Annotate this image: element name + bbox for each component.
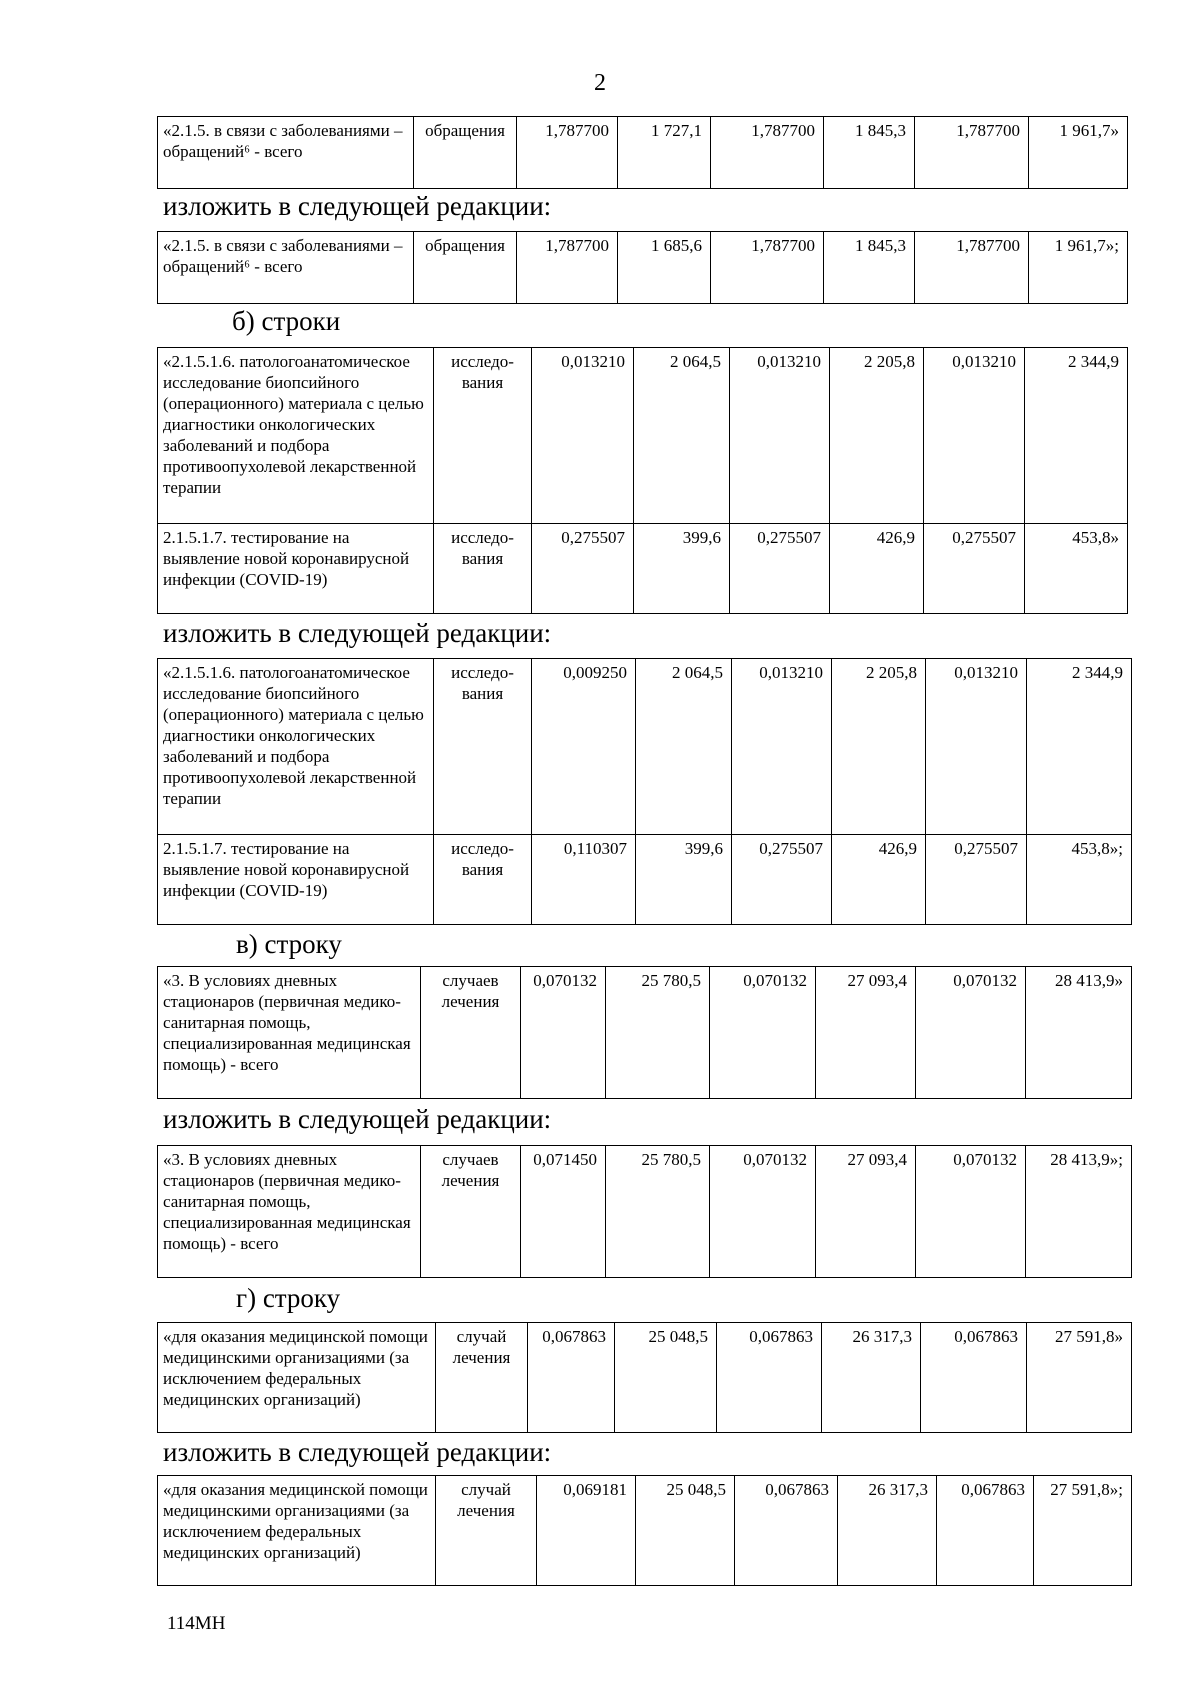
- row-unit: исследо-вания: [434, 524, 532, 614]
- row-value: 0,067863: [937, 1476, 1034, 1586]
- row-value: 0,275507: [924, 524, 1025, 614]
- row-value: 1 961,7»;: [1029, 232, 1128, 304]
- table-row: [158, 835, 1132, 925]
- table-row: [158, 1476, 1132, 1586]
- table-row: [158, 659, 1132, 835]
- row-unit: случай лечения: [436, 1323, 528, 1433]
- table-new-3: [157, 1145, 1132, 1278]
- row-value: 453,8»;: [1027, 835, 1132, 925]
- row-value: 28 413,9»: [1026, 967, 1132, 1099]
- page-number: 2: [594, 70, 606, 96]
- row-value: 25 048,5: [636, 1476, 735, 1586]
- section-heading-g: г) строку: [236, 1283, 341, 1313]
- row-unit: случай лечения: [436, 1476, 537, 1586]
- row-name: «2.1.5.1.6. патологоанатомическое исследование биопсийного (операционного) материала с целью диагностики онкологических заболеваний и подбора противоопухолевой лекарственной терапии: [158, 348, 434, 524]
- row-value: 2 344,9: [1025, 348, 1128, 524]
- row-value: 0,013210: [924, 348, 1025, 524]
- row-value: 0,067863: [717, 1323, 822, 1433]
- row-value: 0,110307: [532, 835, 636, 925]
- row-value: 27 591,8»;: [1034, 1476, 1132, 1586]
- row-name: «2.1.5. в связи с заболеваниями – обращений⁶ - всего: [158, 117, 414, 189]
- row-value: 1,787700: [915, 117, 1029, 189]
- row-value: 2 205,8: [830, 348, 924, 524]
- row-value: 0,013210: [732, 659, 832, 835]
- edit-heading: изложить в следующей редакции:: [163, 191, 552, 221]
- row-value: 1,787700: [517, 232, 618, 304]
- table-row: [158, 967, 1132, 1099]
- row-value: 26 317,3: [822, 1323, 921, 1433]
- edit-heading: изложить в следующей редакции:: [163, 1104, 552, 1134]
- row-value: 2 344,9: [1027, 659, 1132, 835]
- row-value: 0,013210: [730, 348, 830, 524]
- section-heading-b: б) строки: [232, 306, 341, 336]
- row-value: 0,275507: [532, 524, 634, 614]
- table-row: [158, 232, 1128, 304]
- row-value: 2 064,5: [636, 659, 732, 835]
- row-name: 2.1.5.1.7. тестирование на выявление новой коронавирусной инфекции (COVID-19): [158, 524, 434, 614]
- row-value: 2 064,5: [634, 348, 730, 524]
- table-row: [158, 524, 1128, 614]
- table-new-2-1-5-1: [157, 658, 1132, 925]
- footer-code: 114МН: [167, 1613, 226, 1634]
- table-row: [158, 348, 1128, 524]
- row-value: 0,013210: [926, 659, 1027, 835]
- row-value: 27 591,8»: [1027, 1323, 1132, 1433]
- section-heading-v: в) строку: [236, 929, 342, 959]
- row-value: 0,013210: [532, 348, 634, 524]
- table-row: [158, 1323, 1132, 1433]
- row-value: 0,071450: [521, 1146, 606, 1278]
- row-value: 426,9: [830, 524, 924, 614]
- row-value: 0,275507: [730, 524, 830, 614]
- row-name: 2.1.5.1.7. тестирование на выявление новой коронавирусной инфекции (COVID-19): [158, 835, 434, 925]
- table-new-2-1-5: [157, 231, 1128, 304]
- table-new-org: [157, 1475, 1132, 1586]
- row-name: «для оказания медицинской помощи медицинскими организациями (за исключением федеральных медицинских организаций): [158, 1476, 436, 1586]
- row-name: «для оказания медицинской помощи медицинскими организациями (за исключением федеральных медицинских организаций): [158, 1323, 436, 1433]
- row-value: 26 317,3: [838, 1476, 937, 1586]
- row-name: «2.1.5.1.6. патологоанатомическое исследование биопсийного (операционного) материала с целью диагностики онкологических заболеваний и подбора противоопухолевой лекарственной терапии: [158, 659, 434, 835]
- edit-heading: изложить в следующей редакции:: [163, 618, 552, 648]
- row-value: 1 961,7»: [1029, 117, 1128, 189]
- row-value: 399,6: [636, 835, 732, 925]
- row-unit: исследо-вания: [434, 659, 532, 835]
- row-unit: обращения: [414, 232, 517, 304]
- row-name: «2.1.5. в связи с заболеваниями – обращений⁶ - всего: [158, 232, 414, 304]
- row-value: 0,069181: [537, 1476, 636, 1586]
- row-value: 0,070132: [710, 967, 816, 1099]
- row-value: 1 845,3: [824, 232, 915, 304]
- row-value: 399,6: [634, 524, 730, 614]
- row-value: 0,070132: [916, 1146, 1026, 1278]
- row-value: 25 048,5: [615, 1323, 717, 1433]
- row-unit: исследо-вания: [434, 835, 532, 925]
- row-value: 0,067863: [921, 1323, 1027, 1433]
- row-unit: обращения: [414, 117, 517, 189]
- table-old-2-1-5: [157, 116, 1128, 189]
- row-value: 0,070132: [916, 967, 1026, 1099]
- row-value: 1,787700: [711, 232, 824, 304]
- row-value: 0,067863: [528, 1323, 615, 1433]
- row-unit: случаев лечения: [421, 967, 521, 1099]
- row-value: 0,070132: [710, 1146, 816, 1278]
- row-value: 0,275507: [926, 835, 1027, 925]
- table-old-2-1-5-1: [157, 347, 1128, 614]
- table-row: [158, 1146, 1132, 1278]
- row-value: 27 093,4: [816, 1146, 916, 1278]
- row-name: «3. В условиях дневных стационаров (первичная медико-санитарная помощь, специализированная медицинская помощь) - всего: [158, 1146, 421, 1278]
- row-value: 2 205,8: [832, 659, 926, 835]
- row-value: 1,787700: [517, 117, 618, 189]
- row-value: 25 780,5: [606, 967, 710, 1099]
- row-value: 0,070132: [521, 967, 606, 1099]
- table-old-org: [157, 1322, 1132, 1433]
- row-value: 0,067863: [735, 1476, 838, 1586]
- row-name: «3. В условиях дневных стационаров (первичная медико-санитарная помощь, специализированная медицинская помощь) - всего: [158, 967, 421, 1099]
- table-row: [158, 117, 1128, 189]
- row-value: 28 413,9»;: [1026, 1146, 1132, 1278]
- row-value: 1,787700: [915, 232, 1029, 304]
- row-value: 0,275507: [732, 835, 832, 925]
- row-value: 1 845,3: [824, 117, 915, 189]
- row-value: 1 727,1: [618, 117, 711, 189]
- edit-heading: изложить в следующей редакции:: [163, 1437, 552, 1467]
- row-unit: случаев лечения: [421, 1146, 521, 1278]
- row-value: 453,8»: [1025, 524, 1128, 614]
- row-value: 1,787700: [711, 117, 824, 189]
- row-value: 1 685,6: [618, 232, 711, 304]
- row-unit: исследо-вания: [434, 348, 532, 524]
- row-value: 426,9: [832, 835, 926, 925]
- row-value: 25 780,5: [606, 1146, 710, 1278]
- row-value: 27 093,4: [816, 967, 916, 1099]
- row-value: 0,009250: [532, 659, 636, 835]
- table-old-3: [157, 966, 1132, 1099]
